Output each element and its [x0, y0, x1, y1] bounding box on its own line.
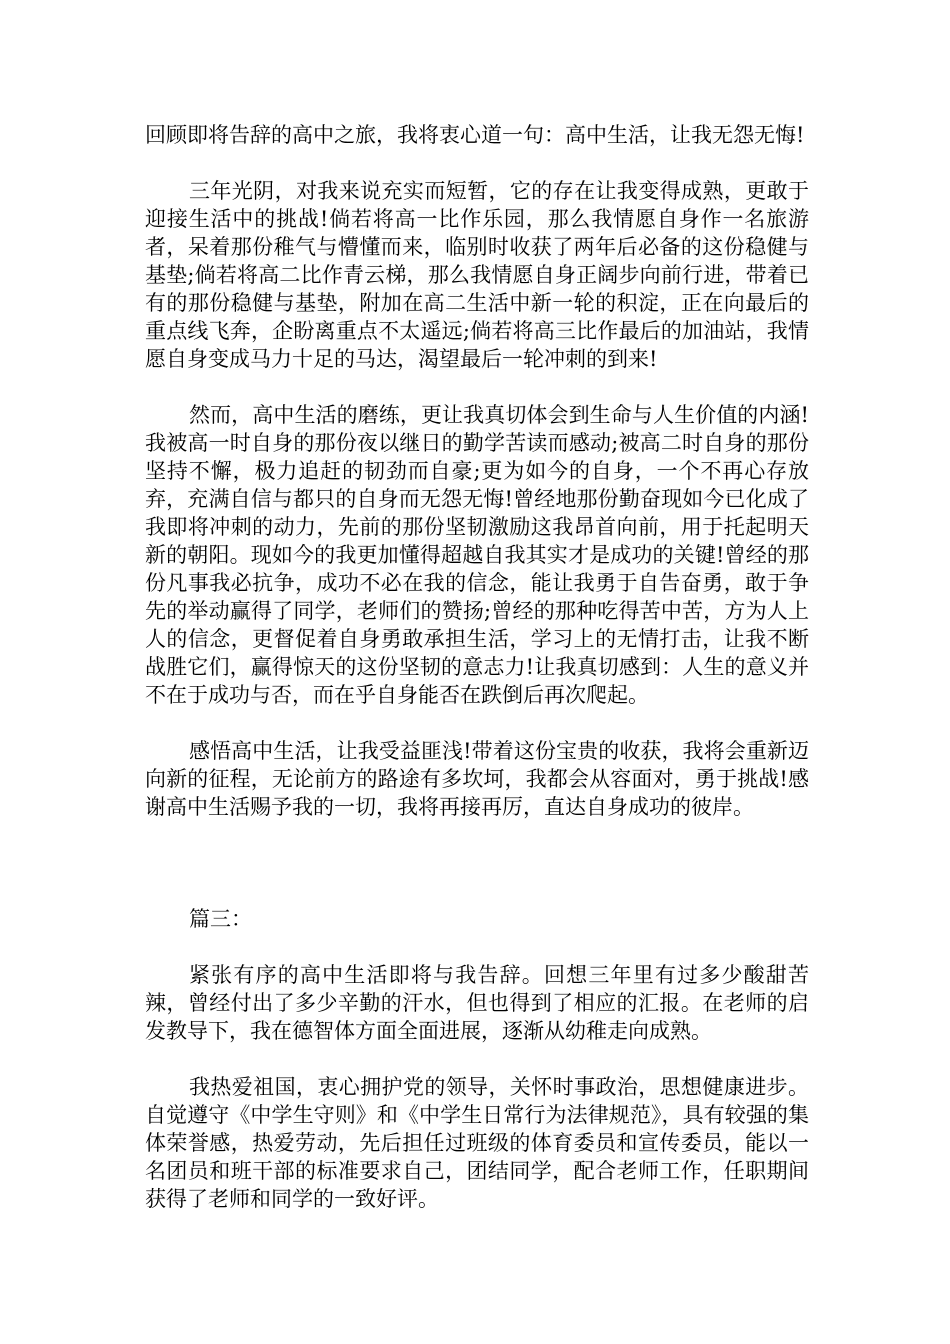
document-body	[145, 121, 809, 1213]
paragraph-patriotism: 我热爱祖国，衷心拥护党的领导，关怀时事政治，思想健康进步。自觉遵守《中学生守则》和《中学生日常行为法律规范》，具有较强的集体荣誉感，热爱劳动，先后担任过班级的体育委员和宣传委员，能以一名团员和班干部的标准要求自己，团结同学，配合老师工作，任职期间获得了老师和同学的一致好评。	[145, 1075, 809, 1211]
paragraph-tempering: 然而，高中生活的磨练，更让我真切体会到生命与人生价值的内涵!我被高一时自身的那份夜以继日的勤学苦读而感动;被高二时自身的那份坚持不懈，极力追赶的韧劲而自豪;更为如今的自身，一个不再心存放弃，充满自信与都只的自身而无怨无悔!曾经地那份勤奋现如今已化成了我即将冲刺的动力，先前的那份坚韧激励这我昂首向前，用于托起明天新的朝阳。现如今的我更加懂得超越自我其实才是成功的关键!曾经的那份凡事我必抗争，成功不必在我的信念，能让我勇于自告奋勇，敢于争先的举动赢得了同学，老师们的赞扬;曾经的那种吃得苦中苦，方为人上人的信念，更督促着自身勇敢承担生活，学习上的无情打击，让我不断战胜它们，赢得惊天的这份坚韧的意志力!让我真切感到：人生的意义并不在于成功与否，而在乎自身能否在跌倒后再次爬起。	[145, 403, 809, 707]
paragraph-section-three-intro: 紧张有序的高中生活即将与我告辞。回想三年里有过多少酸甜苦辣，曾经付出了多少辛勤的汗水，但也得到了相应的汇报。在老师的启发教导下，我在德智体方面全面进展，逐渐从幼稚走向成熟。	[145, 963, 809, 1043]
paragraph-gratitude: 感悟高中生活，让我受益匪浅!带着这份宝贵的收获，我将会重新迈向新的征程，无论前方的路途有多坎坷，我都会从容面对，勇于挑战!感谢高中生活赐予我的一切，我将再接再厉，直达自身成功的彼岸。	[145, 739, 809, 819]
paragraph-intro: 回顾即将告辞的高中之旅，我将衷心道一句：高中生活，让我无怨无悔!	[145, 123, 805, 147]
section-heading: 篇三：	[189, 907, 252, 931]
paragraph-three-years: 三年光阴，对我来说充实而短暂，它的存在让我变得成熟，更敢于迎接生活中的挑战!倘若将高一比作乐园，那么我情愿自身作一名旅游者，呆着那份稚气与懵懂而来，临别时收获了两年后必备的这份稳健与基垫;倘若将高二比作青云梯，那么我情愿自身正阔步向前行进，带着已有的那份稳健与基垫，附加在高二生活中新一轮的积淀，正在向最后的重点线飞奔，企盼离重点不太遥远;倘若将高三比作最后的加油站，我情愿自身变成马力十足的马达，渴望最后一轮冲刺的到来!	[145, 179, 809, 371]
